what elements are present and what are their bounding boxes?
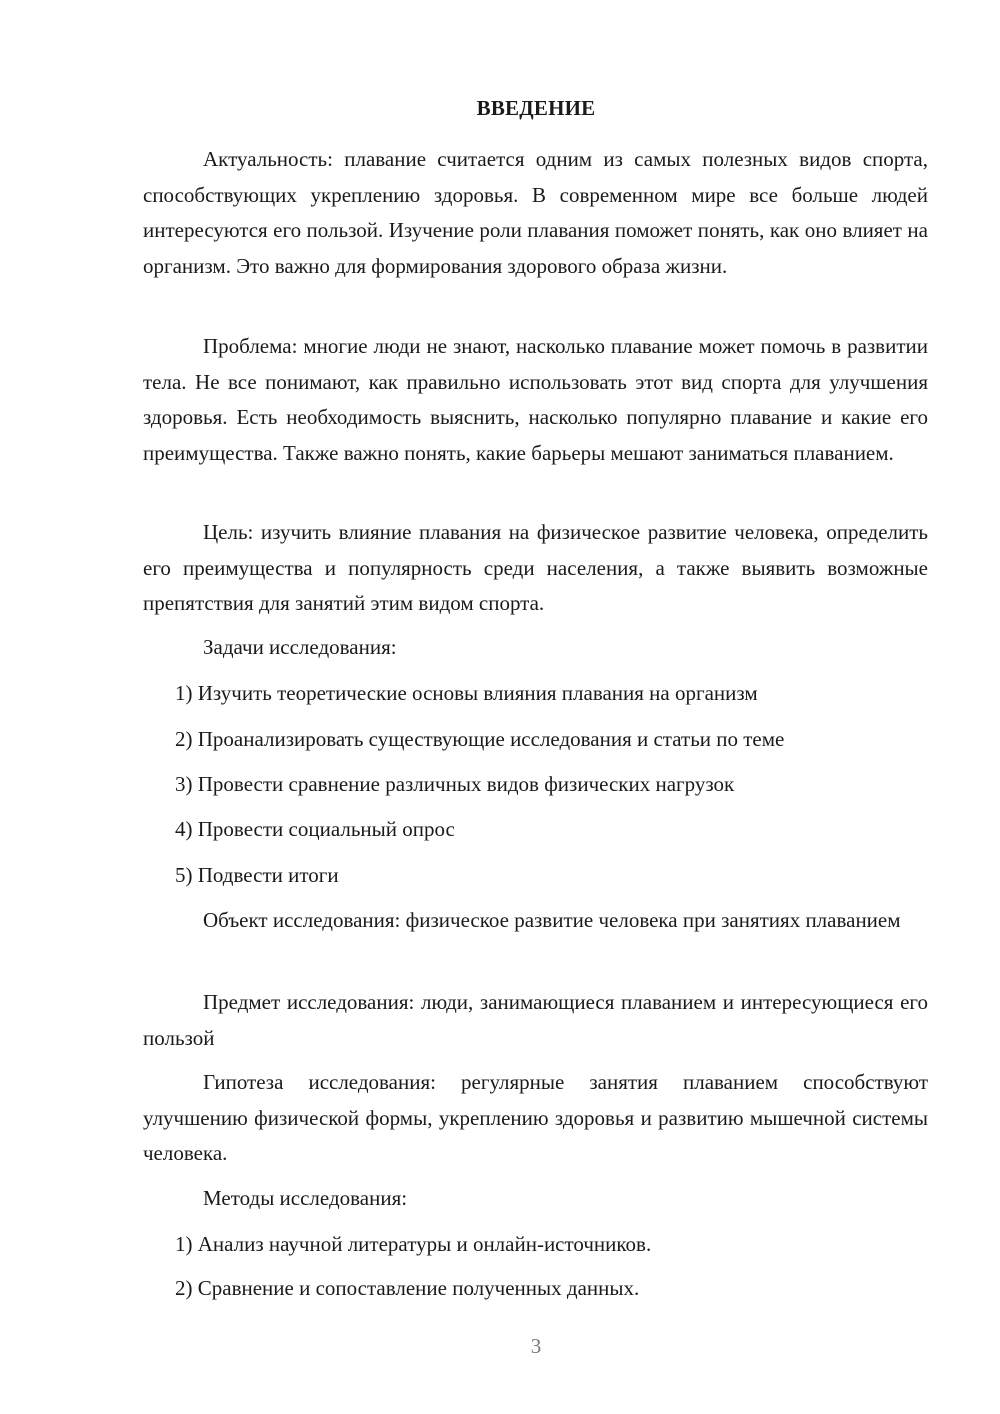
- task-item: 2) Проанализировать существующие исследования и статьи по теме: [175, 727, 785, 751]
- object-paragraph: Объект исследования: физическое развитие человека при занятиях плаванием: [203, 908, 901, 932]
- methods-heading: Методы исследования:: [203, 1186, 408, 1210]
- problem-paragraph: Проблема: многие люди не знают, насколько плавание может помочь в развитии тела. Не все понимают, как правильно использовать этот вид спорта для улучшения здоровья. Есть необходимость выяснить, насколько популярно плавание и какие его преимущества. Также важно понять, какие барьеры мешают заниматься плаванием.: [143, 334, 928, 465]
- method-item: 2) Сравнение и сопоставление полученных данных.: [175, 1276, 640, 1300]
- subject-paragraph: Предмет исследования: люди, занимающиеся плаванием и интересующиеся его пользой: [143, 990, 928, 1050]
- task-item: 1) Изучить теоретические основы влияния плавания на организм: [175, 681, 758, 705]
- task-item: 5) Подвести итоги: [175, 863, 339, 887]
- task-item: 3) Провести сравнение различных видов физических нагрузок: [175, 772, 735, 796]
- section-title: ВВЕДЕНИЕ: [476, 96, 596, 120]
- relevance-paragraph: Актуальность: плавание считается одним из самых полезных видов спорта, способствующих укреплению здоровья. В современном мире все больше людей интересуются его пользой. Изучение роли плавания поможет понять, как оно влияет на организм. Это важно для формирования здорового образа жизни.: [143, 147, 928, 278]
- page-number: 3: [530, 1334, 542, 1358]
- hypothesis-paragraph: Гипотеза исследования: регулярные занятия плаванием способствуют улучшению физической формы, укреплению здоровья и развитию мышечной системы человека.: [143, 1070, 928, 1165]
- method-item: 1) Анализ научной литературы и онлайн-источников.: [175, 1232, 652, 1256]
- task-item: 4) Провести социальный опрос: [175, 817, 455, 841]
- tasks-heading: Задачи исследования:: [203, 635, 397, 659]
- goal-paragraph: Цель: изучить влияние плавания на физическое развитие человека, определить его преимущества и популярность среди населения, а также выявить возможные препятствия для занятий этим видом спорта.: [143, 520, 928, 615]
